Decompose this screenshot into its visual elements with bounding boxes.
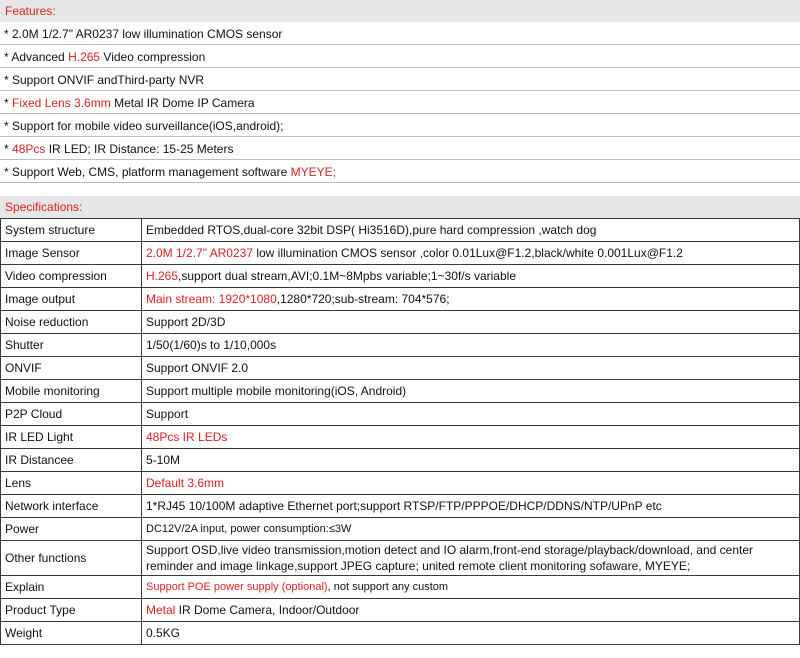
text-segment: 0.5KG xyxy=(146,626,181,640)
spec-key: Noise reduction xyxy=(1,311,142,334)
features-header xyxy=(0,0,800,22)
specifications-header-label: Specifications: xyxy=(5,200,83,214)
spec-key: Mobile monitoring xyxy=(1,380,142,403)
text-segment: Support OSD,live video transmission,motion detect and IO alarm,front-end storage/playback/download, and center reminder and image linkage,support JPEG capture; united remote client monitoring sofaware, MYEYE; xyxy=(146,543,753,573)
table-row xyxy=(1,265,800,288)
text-segment: low illumination CMOS sensor ,color 0.01Lux@F1.2,black/white 0.001Lux@F1.2 xyxy=(253,246,683,260)
highlight-text: 48Pcs xyxy=(12,142,46,156)
spec-key: Video compression xyxy=(1,265,142,288)
spec-value xyxy=(142,518,800,541)
highlight-text: Support POE power supply (optional) xyxy=(146,581,328,593)
feature-item xyxy=(0,22,800,45)
feature-text xyxy=(4,96,255,110)
table-row xyxy=(1,449,800,472)
text-segment: IR LED; IR Distance: 15-25 Meters xyxy=(45,142,234,156)
spec-value xyxy=(142,334,800,357)
spec-key: Weight xyxy=(1,622,142,645)
table-row xyxy=(1,599,800,622)
spec-key: Network interface xyxy=(1,495,142,518)
text-segment: * xyxy=(4,96,13,110)
spec-value xyxy=(142,541,800,576)
table-row xyxy=(1,495,800,518)
feature-text xyxy=(4,27,282,41)
spec-value xyxy=(142,599,800,622)
table-row xyxy=(1,472,800,495)
spec-value xyxy=(142,219,800,242)
highlight-text: Fixed Lens 3.6mm xyxy=(12,96,111,110)
table-row xyxy=(1,518,800,541)
spec-key: Power xyxy=(1,518,142,541)
text-segment: Metal IR Dome IP Camera xyxy=(110,96,255,110)
table-row xyxy=(1,576,800,599)
text-segment: * Support ONVIF andThird-party NVR xyxy=(4,73,205,87)
spec-key: ONVIF xyxy=(1,357,142,380)
spec-value xyxy=(142,357,800,380)
spec-value xyxy=(142,265,800,288)
spec-value xyxy=(142,380,800,403)
spec-value xyxy=(142,472,800,495)
spec-key: P2P Cloud xyxy=(1,403,142,426)
feature-text xyxy=(4,73,204,87)
table-row xyxy=(1,219,800,242)
spec-value xyxy=(142,242,800,265)
spec-key: IR LED Light xyxy=(1,426,142,449)
feature-text xyxy=(4,50,205,64)
table-row xyxy=(1,426,800,449)
feature-text xyxy=(4,165,336,179)
table-row xyxy=(1,242,800,265)
table-row xyxy=(1,403,800,426)
spec-value xyxy=(142,311,800,334)
highlight-text: Metal xyxy=(146,603,176,617)
text-segment: Video compression xyxy=(100,50,206,64)
text-segment: Support ONVIF 2.0 xyxy=(146,361,249,375)
text-segment: 5-10M xyxy=(146,453,181,467)
feature-text xyxy=(4,142,233,156)
text-segment: IR Dome Camera, Indoor/Outdoor xyxy=(175,603,360,617)
text-segment: * Advanced xyxy=(4,50,69,64)
text-segment: * Support Web, CMS, platform management software xyxy=(4,165,291,179)
table-row xyxy=(1,541,800,576)
feature-item xyxy=(0,160,800,183)
feature-text xyxy=(4,119,283,133)
table-row xyxy=(1,288,800,311)
text-segment: , not support any custom xyxy=(327,581,449,593)
spec-key: Shutter xyxy=(1,334,142,357)
spec-value xyxy=(142,495,800,518)
highlight-text: Default 3.6mm xyxy=(146,476,225,490)
feature-item xyxy=(0,68,800,91)
text-segment: * 2.0M 1/2.7" AR0237 low illumination CMOS sensor xyxy=(4,27,283,41)
spec-key: IR Distancee xyxy=(1,449,142,472)
features-header-label: Features: xyxy=(5,4,56,18)
highlight-text: 2.0M 1/2.7" AR0237 xyxy=(146,246,253,260)
text-segment: ,support dual stream,AVI;0.1M~8Mpbs variable;1~30f/s variable xyxy=(178,269,516,283)
highlight-text: H.265 xyxy=(146,269,179,283)
text-segment: 1/50(1/60)s to 1/10,000s xyxy=(146,338,277,352)
table-row xyxy=(1,311,800,334)
text-segment: DC12V/2A input, power consumption:≤3W xyxy=(146,523,352,535)
text-segment: Support xyxy=(146,407,189,421)
table-row xyxy=(1,357,800,380)
specifications-header xyxy=(0,196,800,218)
feature-item xyxy=(0,137,800,160)
feature-item xyxy=(0,91,800,114)
highlight-text: Main stream: 1920*1080 xyxy=(146,292,277,306)
feature-item xyxy=(0,114,800,137)
table-row xyxy=(1,380,800,403)
spec-value xyxy=(142,288,800,311)
spec-key: Other functions xyxy=(1,541,142,576)
highlight-text: 48Pcs IR LEDs xyxy=(146,430,228,444)
highlight-text: H.265 xyxy=(68,50,101,64)
spec-key: System structure xyxy=(1,219,142,242)
text-segment: Embedded RTOS,dual-core 32bit DSP( Hi3516D),pure hard compression ,watch dog xyxy=(146,223,597,237)
text-segment: Support 2D/3D xyxy=(146,315,226,329)
text-segment: Support multiple mobile monitoring(iOS, Android) xyxy=(146,384,407,398)
spec-value xyxy=(142,576,800,599)
feature-item xyxy=(0,45,800,68)
specifications-table xyxy=(0,218,800,645)
table-row xyxy=(1,334,800,357)
text-segment: * xyxy=(4,142,13,156)
spec-key: Image Sensor xyxy=(1,242,142,265)
highlight-text: MYEYE; xyxy=(290,165,336,179)
spec-key: Lens xyxy=(1,472,142,495)
spec-key: Explain xyxy=(1,576,142,599)
table-row xyxy=(1,622,800,645)
spec-value xyxy=(142,622,800,645)
text-segment: * Support for mobile video surveillance(iOS,android); xyxy=(4,119,284,133)
text-segment: 1*RJ45 10/100M adaptive Ethernet port;support RTSP/FTP/PPPOE/DHCP/DDNS/NTP/UPnP etc xyxy=(146,499,662,513)
spec-value xyxy=(142,449,800,472)
spec-key: Product Type xyxy=(1,599,142,622)
spec-value xyxy=(142,403,800,426)
text-segment: ,1280*720;sub-stream: 704*576; xyxy=(276,292,450,306)
spec-key: Image output xyxy=(1,288,142,311)
spec-value xyxy=(142,426,800,449)
